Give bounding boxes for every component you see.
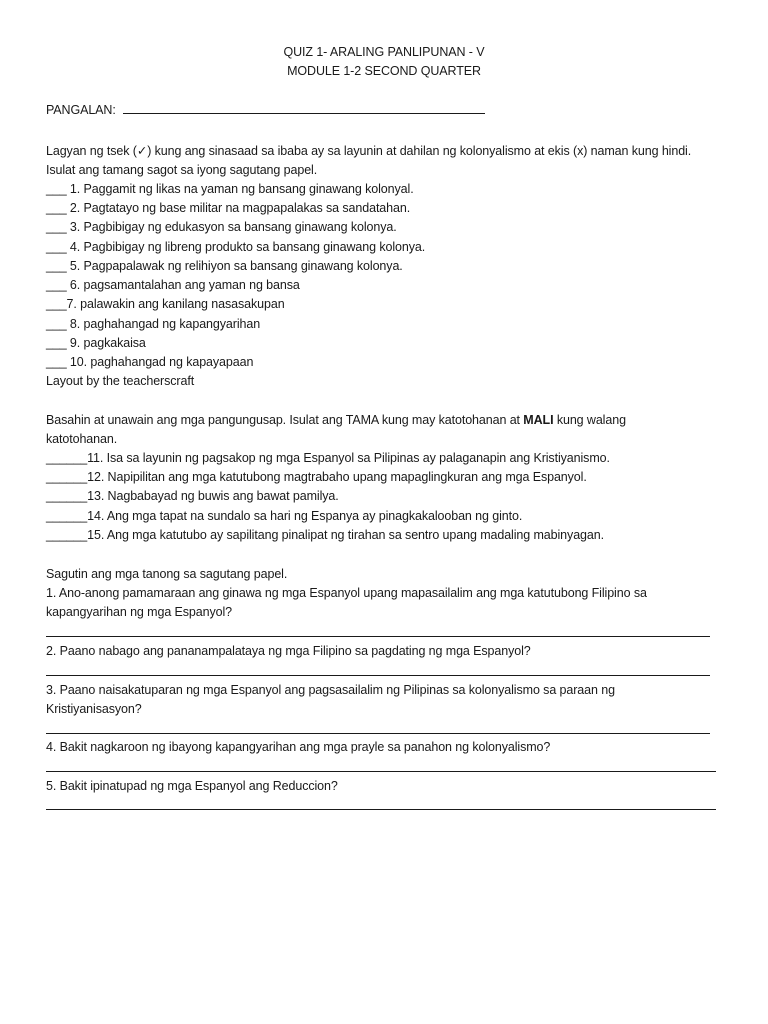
part1-item-4: ___ 4. Pagbibigay ng libreng produkto sa bansang ginawang kolonya. (46, 240, 426, 254)
part2-instruction-pre: Basahin at unawain ang mga pangungusap. Isulat ang TAMA kung may katotohanan at (46, 413, 524, 427)
name-blank[interactable] (123, 101, 485, 114)
question-3-line2: Kristiyanisasyon? (46, 702, 142, 716)
part2-item-13: ______13. Nagbabayad ng buwis ang bawat pamilya. (46, 489, 339, 503)
layout-credit: Layout by the teacherscraft (46, 374, 195, 388)
part1-item-5: ___ 5. Pagpapalawak ng relihiyon sa bansang ginawang kolonya. (46, 259, 403, 273)
part2-item-15: ______15. Ang mga katutubo ay sapilitang pinalipat ng tirahan sa sentro upang madaling mabinyagan. (46, 528, 604, 542)
part1-instruction-line2: Isulat ang tamang sagot sa iyong sagutang papel. (46, 163, 318, 177)
quiz-title: QUIZ 1- ARALING PANLIPUNAN - V (283, 45, 485, 59)
part2-instruction-line1 (46, 412, 626, 428)
part2-instruction-post: kung walang (553, 413, 626, 427)
part1-item-7: ___7. palawakin ang kanilang nasasakupan (46, 297, 285, 311)
question-5: 5. Bakit ipinatupad ng mga Espanyol ang Reduccion? (46, 779, 338, 793)
part2-item-11: ______11. Isa sa layunin ng pagsakop ng mga Espanyol sa Pilipinas ay palaganapin ang Kristiyanismo. (46, 451, 610, 465)
quiz-subtitle: MODULE 1-2 SECOND QUARTER (287, 64, 481, 78)
answer-line-3[interactable] (46, 733, 710, 734)
question-4: 4. Bakit nagkaroon ng ibayong kapangyarihan ang mga prayle sa panahon ng kolonyalismo? (46, 740, 551, 754)
name-label: PANGALAN: (46, 103, 116, 117)
part1-item-9: ___ 9. pagkakaisa (46, 336, 146, 350)
answer-line-2[interactable] (46, 675, 710, 676)
part1-item-8: ___ 8. paghahangad ng kapangyarihan (46, 317, 261, 331)
part1-instruction-line1: Lagyan ng tsek (✓) kung ang sinasaad sa ibaba ay sa layunin at dahilan ng kolonyalismo at ekis (x) naman kung hindi. (46, 144, 692, 158)
name-field (46, 101, 485, 118)
part2-instruction-line2: katotohanan. (46, 432, 118, 446)
answer-line-4[interactable] (46, 771, 716, 772)
part1-item-2: ___ 2. Pagtatayo ng base militar na magpapalakas sa sandatahan. (46, 201, 411, 215)
part1-item-1: ___ 1. Paggamit ng likas na yaman ng bansang ginawang kolonyal. (46, 182, 414, 196)
part2-item-12: ______12. Napipilitan ang mga katutubong magtrabaho upang mapaglingkuran ang mga Espanyol. (46, 470, 587, 484)
question-1-line2: kapangyarihan ng mga Espanyol? (46, 605, 233, 619)
question-1-line1: 1. Ano-anong pamamaraan ang ginawa ng mga Espanyol upang mapasailalim ang mga katutubong Filipino sa (46, 586, 647, 600)
question-3-line1: 3. Paano naisakatuparan ng mga Espanyol ang pagsasailalim ng Pilipinas sa kolonyalismo sa paraan ng (46, 683, 615, 697)
answer-line-1[interactable] (46, 636, 710, 637)
answer-line-5[interactable] (46, 809, 716, 810)
part1-item-3: ___ 3. Pagbibigay ng edukasyon sa bansang ginawang kolonya. (46, 220, 397, 234)
part3-instruction: Sagutin ang mga tanong sa sagutang papel. (46, 567, 288, 581)
part1-item-6: ___ 6. pagsamantalahan ang yaman ng bansa (46, 278, 300, 292)
question-2: 2. Paano nabago ang pananampalataya ng mga Filipino sa pagdating ng mga Espanyol? (46, 644, 531, 658)
part2-item-14: ______14. Ang mga tapat na sundalo sa hari ng Espanya ay pinagkakalooban ng ginto. (46, 509, 523, 523)
part2-instruction-bold: MALI (523, 413, 554, 427)
part1-item-10: ___ 10. paghahangad ng kapayapaan (46, 355, 254, 369)
